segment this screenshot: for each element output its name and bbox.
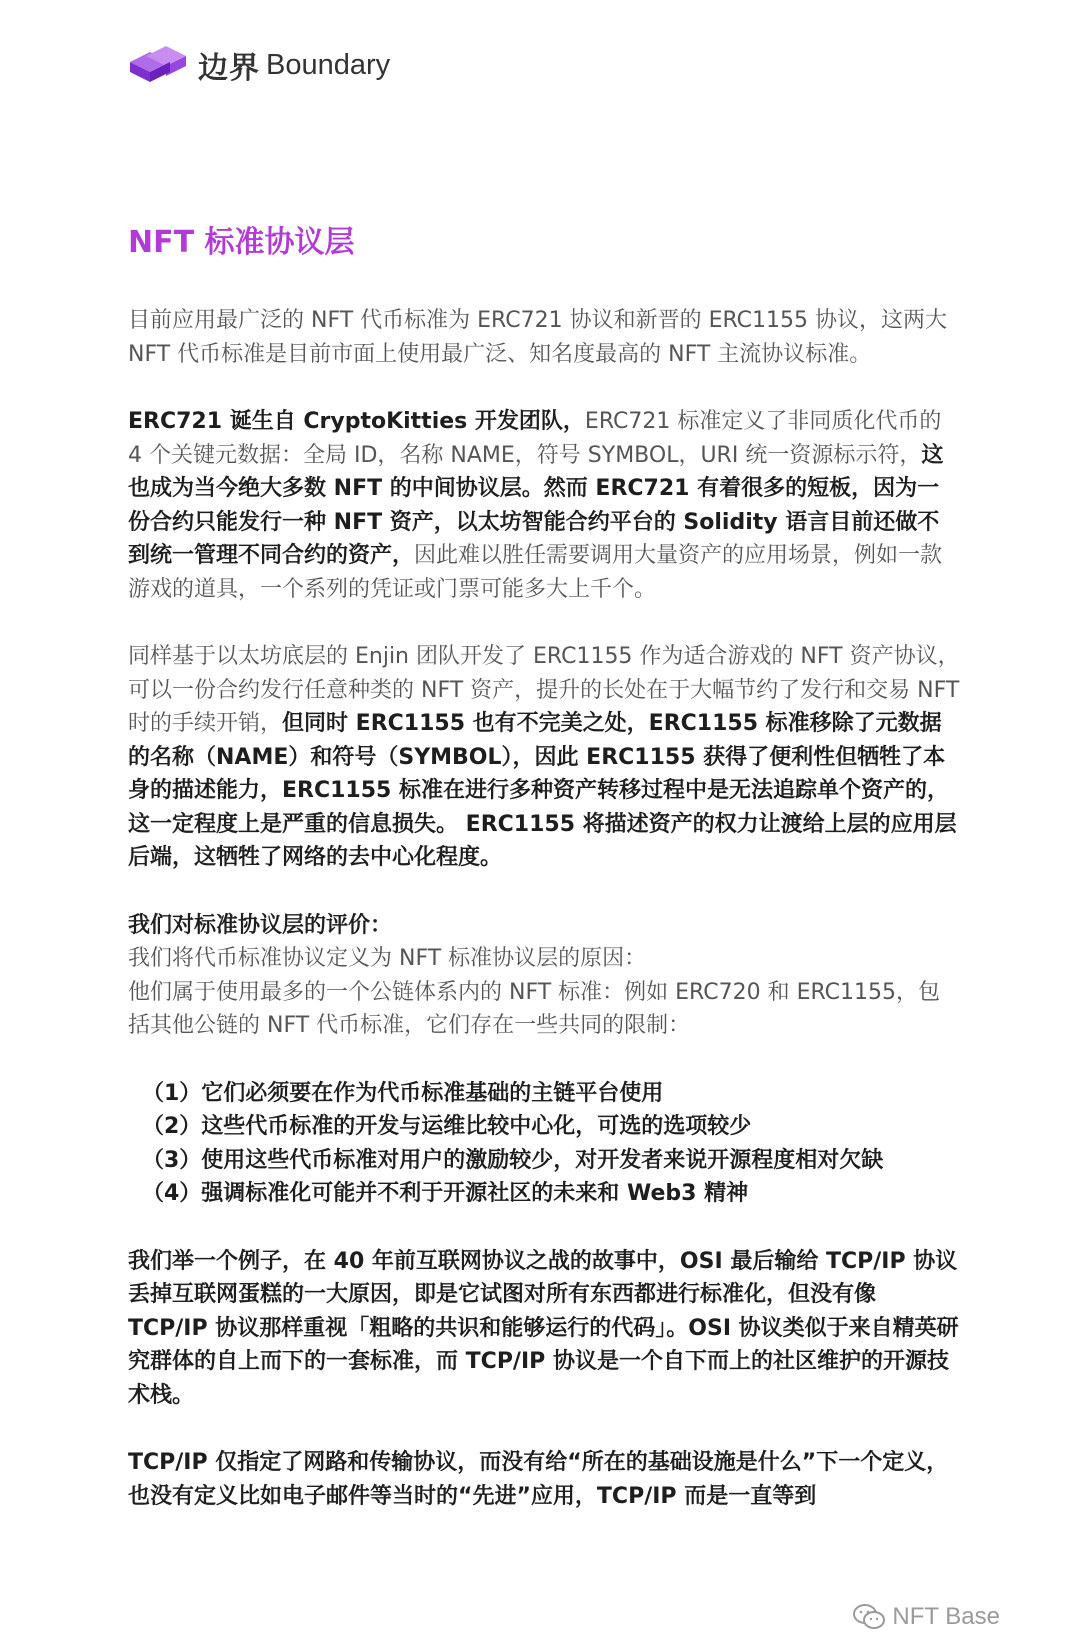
evaluation-heading: 我们对标准协议层的评价：: [128, 912, 393, 938]
paragraph-erc1155: [128, 640, 960, 875]
erc721-metadata: ERC721 标准定义了非同质化代币的 4 个关键元数据：全局 ID，名称 NAME，符号 SYMBOL，URI 统一资源标示符，: [128, 409, 942, 468]
erc721-consequence: 因此难以胜任需要调用大量资产的应用场景，例如一款游戏的道具，一个系列的凭证或门票可能多大上千个。: [128, 543, 943, 602]
paragraph-intro: 目前应用最广泛的 NFT 代币标准为 ERC721 协议和新晋的 ERC1155 协议，这两大 NFT 代币标准是目前市面上使用最广泛、知名度最高的 NFT 主流协议标准。: [128, 308, 948, 367]
paragraph-osi-example: [128, 1245, 960, 1413]
paragraph-evaluation: [128, 909, 960, 1043]
list-item: （3）使用这些代币标准对用户的激励较少，对开发者来说开源程度相对欠缺: [142, 1147, 884, 1173]
erc721-origin: ERC721 诞生自 CryptoKitties 开发团队，: [128, 409, 585, 434]
erc721-limitations: 这也成为当今绝大多数 NFT 的中间协议层。然而 ERC721 有着很多的短板，因为一份合约只能发行一种 NFT 资产，以太坊智能合约平台的 Solidity 语言目前还做不到统一管理不同合约的资产，: [128, 442, 944, 568]
wechat-icon: [852, 1603, 886, 1631]
logo-en-text: Boundary: [266, 48, 391, 81]
brand-logo: [126, 40, 390, 90]
tcpip-text: TCP/IP 仅指定了网路和传输协议，而没有给“所在的基础设施是什么”下一个定义，也没有定义比如电子邮件等当时的“先进”应用，TCP/IP 而是一直等到: [128, 1450, 949, 1509]
article-body: [128, 222, 960, 1547]
list-item: （4）强调标准化可能并不利于开源社区的未来和 Web3 精神: [142, 1181, 749, 1206]
evaluation-line-1: 我们将代币标准协议定义为 NFT 标准协议层的原因：: [128, 946, 647, 971]
osi-example-text: 我们举一个例子，在 40 年前互联网协议之战的故事中，OSI 最后输给 TCP/IP 协议丢掉互联网蛋糕的一大原因，即是它试图对所有东西都进行标准化，但没有像 TCP/IP 协议那样重视「粗略的共识和能够运行的代码」。OSI 协议类似于来自精英研究群体的自上而下的一套标准，而 TCP/IP 协议是一个自下而上的社区维护的开源技术栈。: [128, 1248, 959, 1408]
erc1155-intro: 同样基于以太坊底层的 Enjin 团队开发了 ERC1155 作为适合游戏的 NFT 资产协议，可以一份合约发行任意种类的 NFT 资产，提升的长处在于大幅节约了发行和交易 NFT 时的手续开销，: [128, 644, 960, 736]
logo-cn-text: 边界: [198, 51, 260, 86]
watermark-text: NFT Base: [892, 1603, 1000, 1630]
limitations-list: [142, 1077, 960, 1211]
paragraph-erc721: [128, 405, 960, 606]
evaluation-line-2: 他们属于使用最多的一个公链体系内的 NFT 标准：例如 ERC720 和 ERC1155，包括其他公链的 NFT 代币标准，它们存在一些共同的限制：: [128, 979, 941, 1038]
paragraph-tcpip: [128, 1446, 960, 1513]
watermark: [852, 1603, 1000, 1631]
list-item: （2）这些代币标准的开发与运维比较中心化，可选的选项较少: [142, 1114, 752, 1139]
boundary-logo-icon: [126, 40, 190, 90]
list-item: （1）它们必须要在作为代币标准基础的主链平台使用: [142, 1080, 664, 1106]
section-title: NFT 标准协议层: [128, 225, 355, 260]
erc1155-drawbacks: 但同时 ERC1155 也有不完美之处，ERC1155 标准移除了元数据的名称（NAME）和符号（SYMBOL），因此 ERC1155 获得了便利性但牺牲了本身的描述能力，ERC1155 标准在进行多种资产转移过程中是无法追踪单个资产的，这一定程度上是严重的信息损失。 ERC1155 将描述资产的权力让渡给上层的应用层后端，这牺牲了网络的去中心化程度。: [128, 711, 957, 870]
